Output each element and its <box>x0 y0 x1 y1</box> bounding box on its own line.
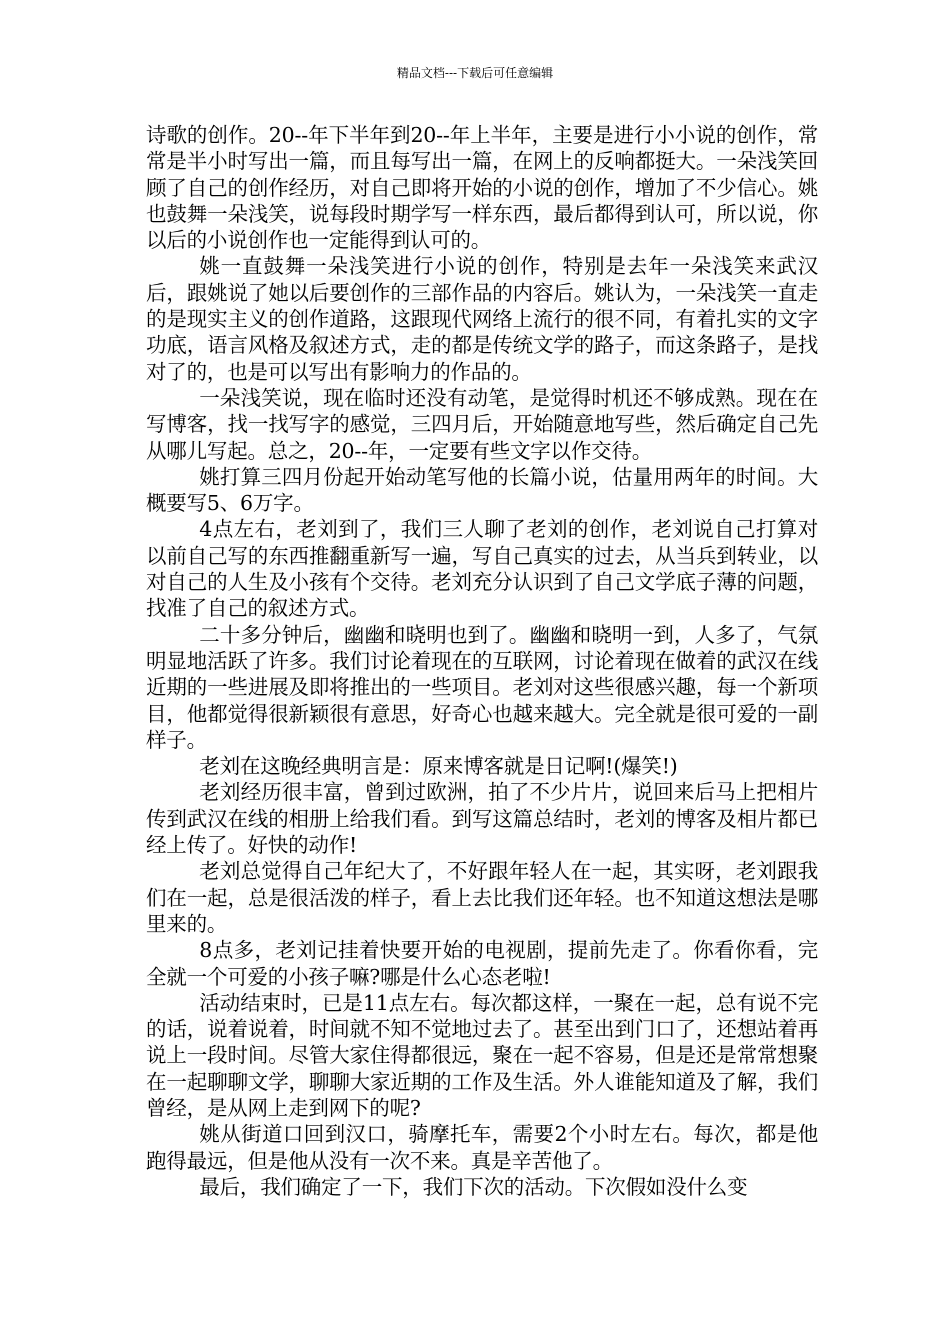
paragraph: 老刘总觉得自己年纪大了，不好跟年轻人在一起，其实呀，老刘跟我们在一起，总是很活泼的样子，看上去比我们还年轻。也不知道这想法是哪里来的。 <box>146 859 818 936</box>
paragraph: 4点左右，老刘到了，我们三人聊了老刘的创作，老刘说自己打算对以前自己写的东西推翻重新写一遍，写自己真实的过去，从当兵到转业，以对自己的人生及小孩有个交待。老刘充分认识到了自己文学底子薄的问题，找准了自己的叙述方式。 <box>146 517 818 621</box>
paragraph: 姚打算三四月份起开始动笔写他的长篇小说，估量用两年的时间。大概要写5、6万字。 <box>146 464 818 516</box>
paragraph: 二十多分钟后，幽幽和晓明也到了。幽幽和晓明一到，人多了，气氛明显地活跃了许多。我们讨论着现在的互联网，讨论着现在做着的武汉在线近期的一些进展及即将推出的一些项目。老刘对这些很感兴趣，每一个新项目，他都觉得很新颖很有意思，好奇心也越来越大。完全就是很可爱的一副样子。 <box>146 622 818 752</box>
paragraph: 一朵浅笑说，现在临时还没有动笔，是觉得时机还不够成熟。现在在写博客，找一找写字的感觉，三四月后，开始随意地写些，然后确定自己先从哪儿写起。总之，20--年，一定要有些文字以作交待。 <box>146 385 818 463</box>
paragraph: 8点多，老刘记挂着快要开始的电视剧，提前先走了。你看你看，完全就一个可爱的小孩子嘛?哪是什么心态老啦! <box>146 938 818 989</box>
paragraph: 老刘在这晚经典明言是：原来博客就是日记啊!(爆笑!) <box>199 754 678 779</box>
paragraph: 最后，我们确定了一下，我们下次的活动。下次假如没什么变 <box>199 1174 748 1199</box>
paragraph: 老刘经历很丰富，曾到过欧洲，拍了不少片片，说回来后马上把相片传到武汉在线的相册上给我们看。到写这篇总结时，老刘的博客及相片都已经上传了。好快的动作! <box>146 780 818 858</box>
paragraph: 姚从街道口回到汉口，骑摩托车，需要2个小时左右。每次，都是他跑得最远，但是他从没有一次不来。真是辛苦他了。 <box>146 1122 818 1173</box>
document-body <box>146 122 818 1200</box>
paragraph: 姚一直鼓舞一朵浅笑进行小说的创作，特别是去年一朵浅笑来武汉后，跟姚说了她以后要创作的三部作品的内容后。姚认为，一朵浅笑一直走的是现实主义的创作道路，这跟现代网络上流行的很不同，有着扎实的文字功底，语言风格及叙述方式，走的都是传统文学的路子，而这条路子，是找对了的，也是可以写出有影响力的作品的。 <box>146 254 818 384</box>
page-header: 精品文档---下载后可任意编辑 <box>396 66 554 80</box>
paragraph: 诗歌的创作。20--年下半年到20--年上半年，主要是进行小小说的创作，常常是半小时写出一篇，而且每写出一篇，在网上的反响都挺大。一朵浅笑回顾了自己的创作经历，对自己即将开始的小说的创作，增加了不少信心。姚也鼓舞一朵浅笑，说每段时期学写一样东西，最后都得到认可，所以说，你以后的小说创作也一定能得到认可的。 <box>146 123 818 253</box>
paragraph: 活动结束时，已是11点左右。每次都这样，一聚在一起，总有说不完的话，说着说着，时间就不知不觉地过去了。甚至出到门口了，还想站着再说上一段时间。尽管大家住得都很远，聚在一起不容易，但是还是常常想聚在一起聊聊文学，聊聊大家近期的工作及生活。外人谁能知道及了解，我们曾经，是从网上走到网下的呢? <box>146 990 818 1120</box>
